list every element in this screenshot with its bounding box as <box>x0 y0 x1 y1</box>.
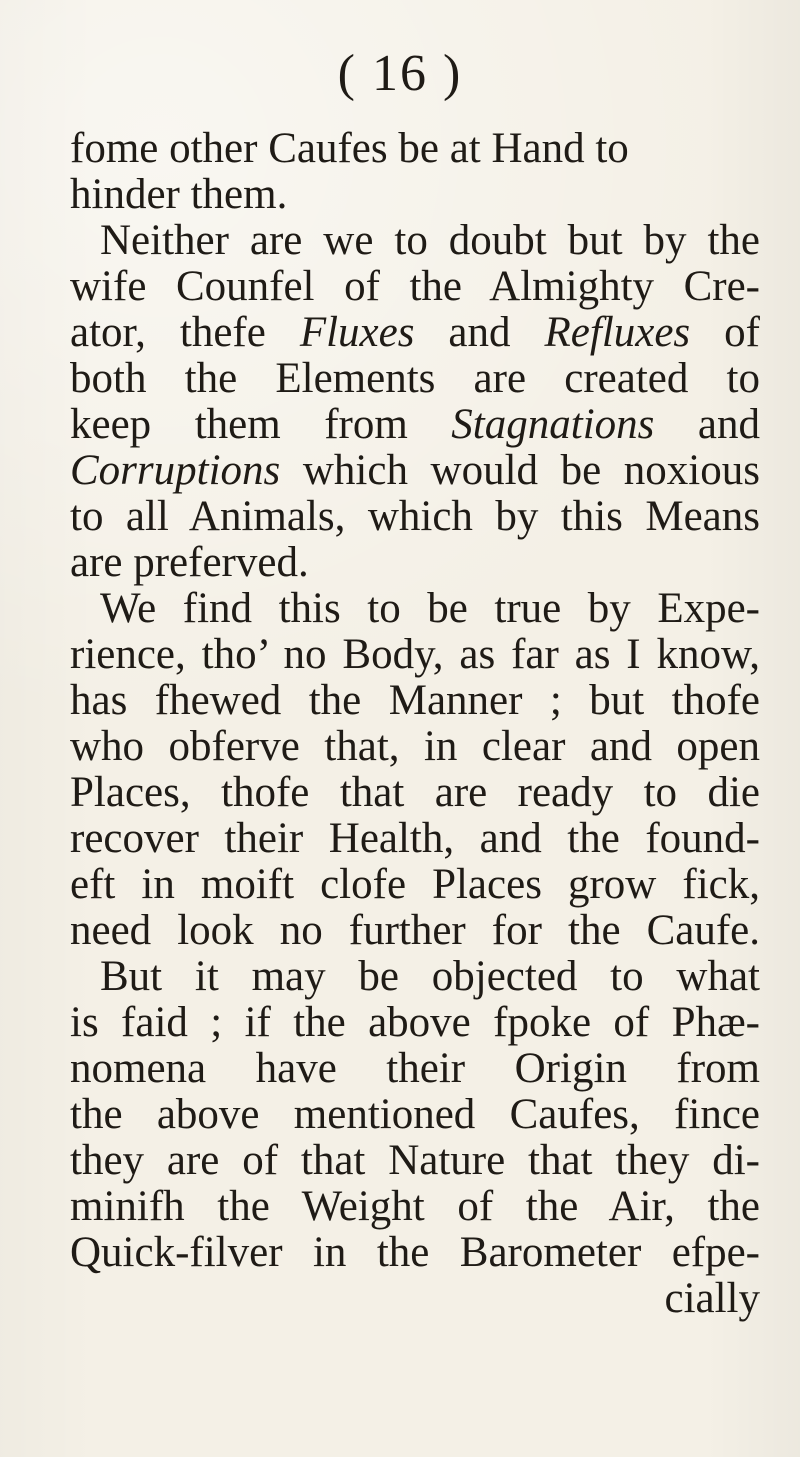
text-line <box>70 218 760 264</box>
text-segment: Quick-filver in the Barometer efpe- <box>70 1229 760 1276</box>
text-segment: both the Elements are created to <box>70 355 760 402</box>
italic-text-segment: Corruptions <box>70 447 281 494</box>
text-line <box>70 540 760 586</box>
text-segment: which would be noxious <box>280 447 760 494</box>
text-line <box>70 1184 760 1230</box>
text-segment: wife Counfel of the Almighty Cre- <box>70 263 760 310</box>
text-line <box>70 448 760 494</box>
text-segment: and <box>654 401 760 448</box>
text-segment: they are of that Nature that they di- <box>70 1137 760 1184</box>
text-line <box>70 954 760 1000</box>
text-segment: hinder them. <box>70 171 288 218</box>
text-line <box>70 1092 760 1138</box>
text-segment: nomena have their Origin from <box>70 1045 760 1092</box>
text-line <box>70 1138 760 1184</box>
text-segment: Neither are we to doubt but by the <box>100 217 760 264</box>
page-number: ( 16 ) <box>337 45 463 102</box>
text-line <box>70 770 760 816</box>
text-segment: the above mentioned Caufes, fince <box>70 1091 760 1138</box>
text-line <box>70 264 760 310</box>
text-segment: ator, thefe <box>70 309 300 356</box>
italic-text-segment: Fluxes <box>299 309 415 356</box>
text-line <box>70 862 760 908</box>
text-segment: need look no further for the Caufe. <box>70 907 760 954</box>
text-segment: We find this to be true by Expe- <box>100 585 760 632</box>
catchword <box>70 1276 760 1322</box>
text-segment: keep them from <box>70 401 452 448</box>
text-line <box>70 494 760 540</box>
text-line <box>70 172 760 218</box>
text-segment: But it may be objected to what <box>100 953 760 1000</box>
text-segment: Places, thofe that are ready to die <box>70 769 760 816</box>
italic-text-segment: Refluxes <box>544 309 691 356</box>
text-line <box>70 356 760 402</box>
text-segment: rience, tho’ no Body, as far as I know, <box>70 631 760 678</box>
text-line <box>70 908 760 954</box>
text-line <box>70 310 760 356</box>
text-segment: to all Animals, which by this Means <box>70 493 760 540</box>
text-segment: who obferve that, in clear and open <box>70 723 760 770</box>
text-segment: recover their Health, and the found- <box>70 815 760 862</box>
text-line <box>70 816 760 862</box>
text-segment: and <box>414 309 545 356</box>
text-line <box>70 1046 760 1092</box>
text-line <box>70 586 760 632</box>
text-segment: has fhewed the Manner ; but thofe <box>70 677 760 724</box>
text-line <box>70 724 760 770</box>
text-segment: fome other Caufes be at Hand to <box>70 125 629 172</box>
text-line <box>70 1000 760 1046</box>
text-segment: is faid ; if the above fpoke of Phæ- <box>70 999 760 1046</box>
text-line <box>70 678 760 724</box>
italic-text-segment: Stagnations <box>451 401 655 448</box>
text-line <box>70 402 760 448</box>
text-line <box>70 126 760 172</box>
catchword-text: cially <box>664 1275 760 1322</box>
text-segment: of <box>690 309 760 356</box>
text-line <box>70 1230 760 1276</box>
text-line <box>70 632 760 678</box>
text-segment: eft in moift clofe Places grow fick, <box>70 861 760 908</box>
text-segment: are preferved. <box>70 539 309 586</box>
text-segment: minifh the Weight of the Air, the <box>70 1183 760 1230</box>
body-text <box>70 126 760 1322</box>
